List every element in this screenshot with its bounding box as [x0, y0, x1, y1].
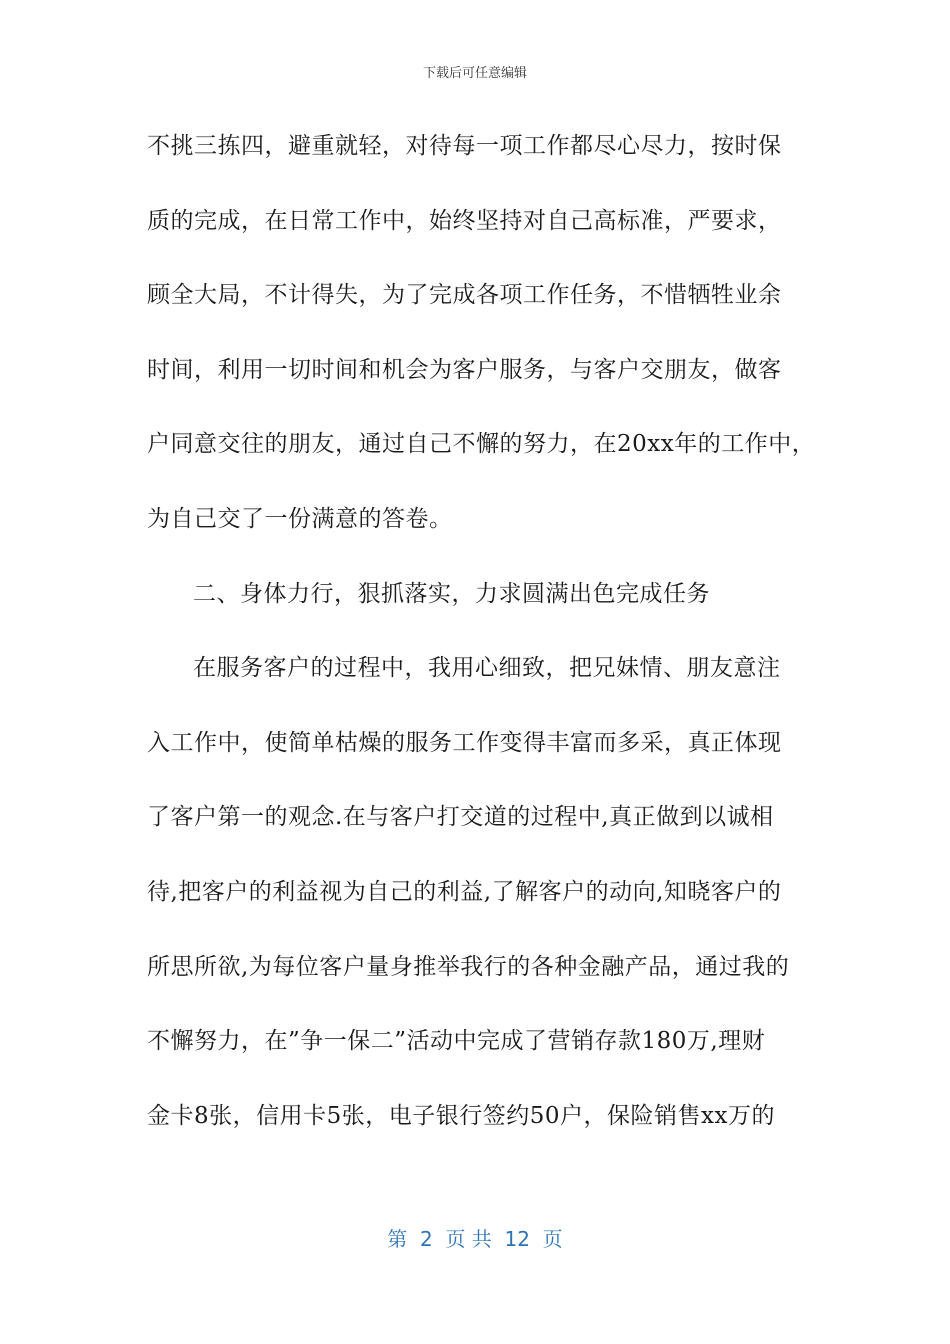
text-line: 在服务客户的过程中，我用心细致，把兄妹情、朋友意注: [193, 655, 781, 682]
text-line: 户同意交往的朋友，通过自己不懈的努力，在20xx年的工作中，: [147, 431, 816, 458]
text-line: 不懈努力，在”争一保二”活动中完成了营销存款180万,理财: [147, 1028, 766, 1055]
section-heading: 二、身体力行，狠抓落实，力求圆满出色完成任务: [193, 580, 710, 607]
text-line: 金卡8张，信用卡5张，电子银行签约50户，保险销售xx万的: [147, 1102, 775, 1129]
text-line: 质的完成，在日常工作中，始终坚持对自己高标准，严要求，: [147, 207, 782, 234]
text-line: 入工作中，使简单枯燥的服务工作变得丰富而多采，真正体现: [147, 729, 782, 756]
text-line: 顾全大局，不计得失，为了完成各项工作任务，不惜牺牲业余: [147, 282, 782, 309]
text-line: 了客户第一的观念.在与客户打交道的过程中,真正做到以诚相: [147, 804, 774, 831]
text-line: 所思所欲,为每位客户量身推举我行的各种金融产品，通过我的: [147, 953, 790, 980]
text-line: 不挑三拣四，避重就轻，对待每一项工作都尽心尽力，按时保: [147, 133, 782, 159]
text-line: 为自己交了一份满意的答卷。: [147, 505, 453, 532]
page-number-footer: 第 2 页 共 12 页: [387, 1227, 563, 1251]
page-header-note: 下载后可任意编辑: [422, 66, 527, 81]
text-line: 时间，利用一切时间和机会为客户服务，与客户交朋友，做客: [147, 356, 782, 383]
document-body: [147, 126, 817, 1170]
text-line: 待,把客户的利益视为自己的利益,了解客户的动向,知晓客户的: [147, 878, 782, 905]
